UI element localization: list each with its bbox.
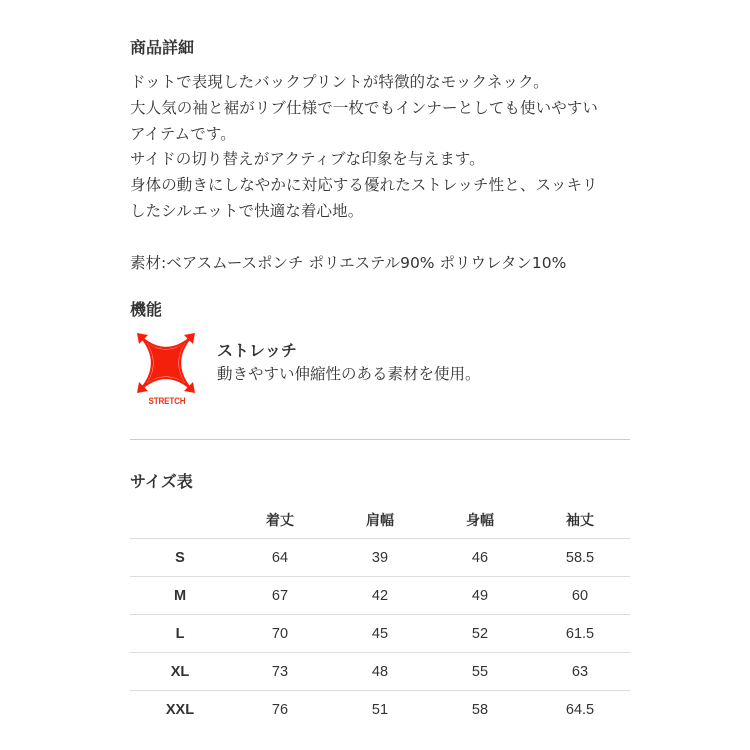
- table-cell: 39: [330, 539, 430, 577]
- stretch-icon: [136, 332, 196, 394]
- table-cell: 55: [430, 653, 530, 691]
- table-row: [130, 691, 630, 729]
- feature-description: 動きやすい伸縮性のある素材を使用。: [217, 365, 481, 383]
- product-details-title: 商品詳細: [130, 38, 195, 57]
- size-chart-table: [130, 502, 630, 728]
- table-cell: 46: [430, 539, 530, 577]
- table-cell: 42: [330, 577, 430, 615]
- size-label: L: [130, 615, 230, 653]
- description-line: ドットで表現したバックプリントが特徴的なモックネック。: [130, 73, 549, 91]
- table-cell: 52: [430, 615, 530, 653]
- table-cell: 76: [271, 701, 289, 718]
- table-cell: 64.5: [565, 701, 595, 718]
- table-cell: 45: [330, 615, 430, 653]
- description-line: サイドの切り替えがアクティブな印象を与えます。: [130, 150, 485, 169]
- description-line: したシルエットで快適な着心地。: [130, 201, 364, 220]
- table-cell: 63: [530, 653, 630, 691]
- features-title: 機能: [130, 300, 163, 319]
- chest-column-header: 身幅: [430, 502, 530, 539]
- shoulder-column-header: 肩幅: [330, 502, 430, 539]
- table-cell: 58.5: [530, 539, 630, 577]
- size-table-header-row: [130, 502, 630, 539]
- table-cell: 70: [230, 615, 330, 653]
- section-divider: [130, 439, 630, 440]
- sleeve-column-header: 袖丈: [530, 502, 630, 539]
- size-label: S: [130, 539, 230, 577]
- stretch-icon-label: STRETCH: [148, 396, 186, 407]
- table-row: [130, 577, 630, 615]
- table-cell: 51: [371, 701, 389, 718]
- product-description: [130, 70, 650, 225]
- table-row: [130, 615, 630, 653]
- table-cell: 64: [230, 539, 330, 577]
- size-label: XXL: [165, 701, 195, 718]
- material-text: 素材:ベアスムースポンチ ポリエステル90% ポリウレタン10%: [130, 254, 567, 272]
- table-row: [130, 539, 630, 577]
- table-row: [130, 653, 630, 691]
- size-column-header: [130, 502, 230, 539]
- feature-name: ストレッチ: [217, 341, 297, 360]
- feature-item-stretch: [130, 330, 630, 415]
- table-cell: 73: [230, 653, 330, 691]
- table-cell: 67: [230, 577, 330, 615]
- description-line: アイテムです。: [130, 124, 236, 143]
- size-label: XL: [130, 653, 230, 691]
- table-cell: 48: [330, 653, 430, 691]
- table-cell: 61.5: [530, 615, 630, 653]
- size-chart-title: サイズ表: [130, 472, 193, 491]
- size-label: M: [130, 577, 230, 615]
- length-column-header: 着丈: [230, 502, 330, 539]
- description-line: 大人気の袖と裾がリブ仕様で一枚でもインナーとしても使いやすい: [130, 98, 599, 117]
- table-cell: 49: [430, 577, 530, 615]
- table-cell: 60: [530, 577, 630, 615]
- description-line: 身体の動きにしなやかに対応する優れたストレッチ性と、スッキリ: [130, 176, 598, 195]
- table-cell: 58: [471, 701, 489, 718]
